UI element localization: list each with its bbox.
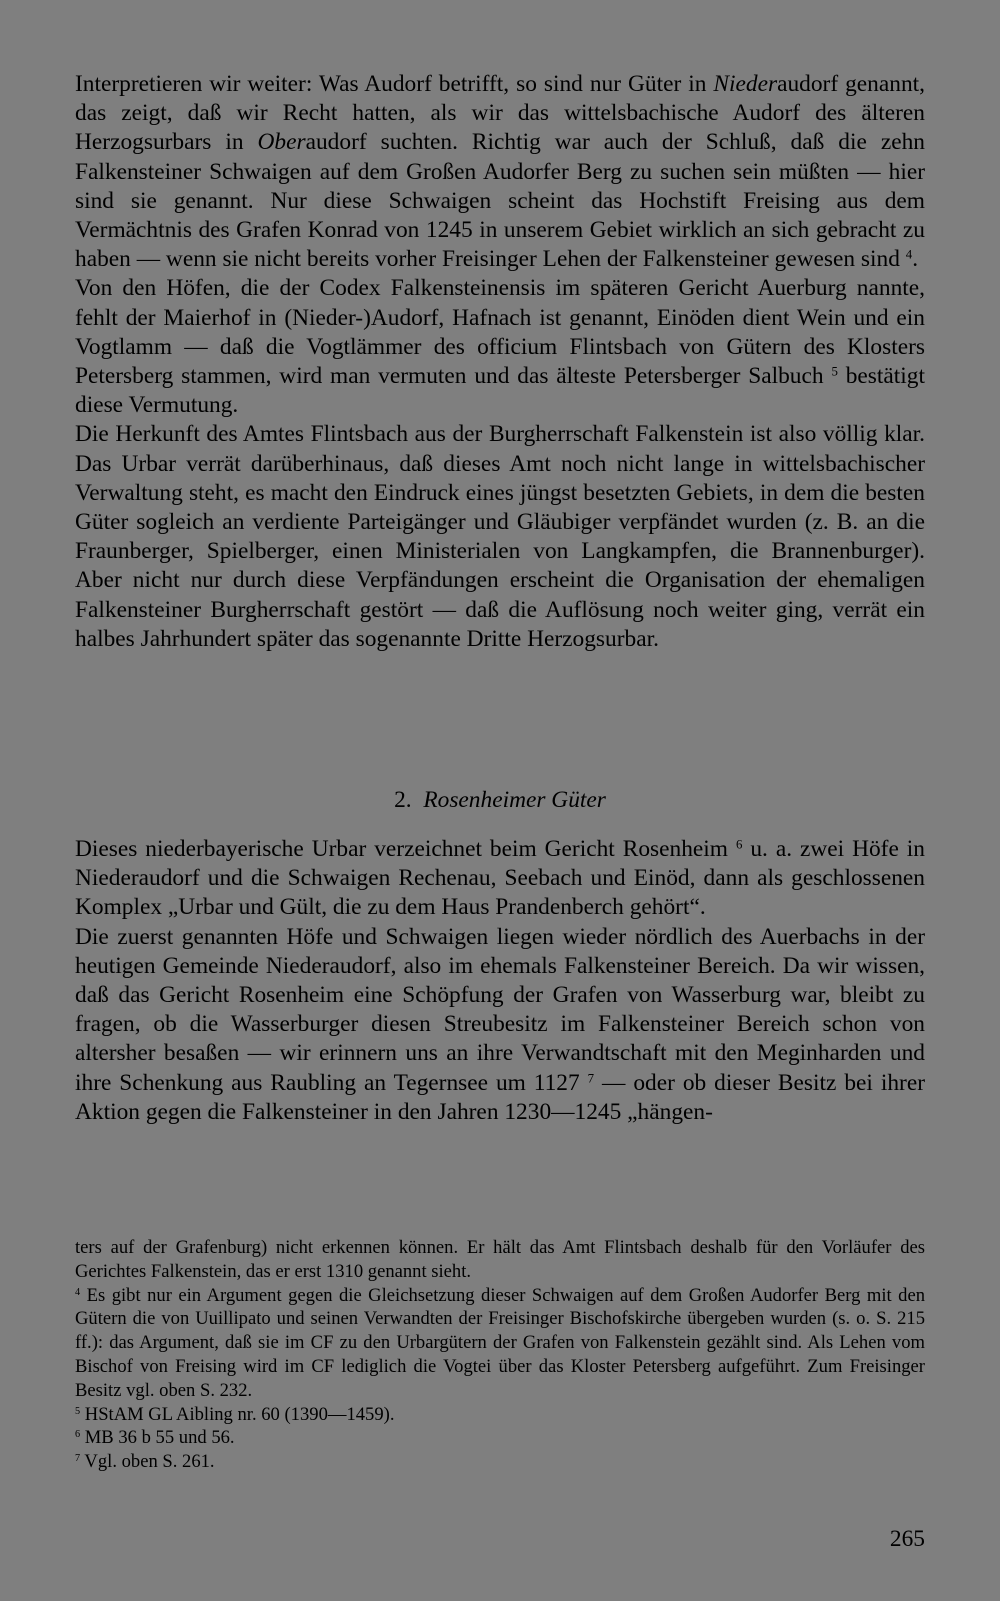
footnote-continuation: ters auf der Grafenburg) nicht erkennen können. Er hält das Amt Flintsbach deshalb für den Vorläufer des Gerichtes Falkenstein, das er erst 1310 genannt sieht. <box>75 1237 925 1282</box>
paragraph <box>75 923 925 1127</box>
footnote-ref: 5 <box>831 364 838 379</box>
page-number: 265 <box>889 1526 925 1552</box>
footnote-marker: 7 <box>75 1453 81 1465</box>
footnote-marker: 6 <box>75 1429 81 1441</box>
text-run: Die zuerst genannten Höfe und Schwaigen liegen wieder nördlich des Auerbachs in der heutigen Gemeinde Niederaudorf, also im ehemals Falkensteiner Bereich. Da wir wissen, daß das Gericht Rosenheim eine Schöpfung der Grafen von Wasserburg war, bleibt zu fragen, ob die Wasserburger diesen Streubesitz im Falkensteiner Bereich schon von altersher besaßen — wir erinnern uns an ihre Verwandtschaft mit den Meginharden und ihre Schenkung aus Raubling an Tegernsee um 1127 <box>75 923 925 1096</box>
footnote-text: MB 36 b 55 und 56. <box>84 1427 235 1449</box>
section-title: Rosenheimer Güter <box>423 787 606 813</box>
footnote-5 <box>75 1403 925 1427</box>
text-run: Dieses niederbayerische Urbar verzeichnet beim Gericht Rosenheim <box>75 836 736 862</box>
paragraph: Die Herkunft des Amtes Flintsbach aus der Burgherrschaft Falkenstein ist also völlig klar. Das Urbar verrät darüberhinaus, daß dieses Amt noch nicht lange in wittelsbachischer Verwaltung steht, es macht den Eindruck eines jüngst besetzten Gebiets, in dem die besten Güter sogleich an verdiente Parteigänger und Gläubiger verpfändet wurden (z. B. an die Fraunberger, Spielberger, einen Ministerialen von Langkampfen, die Brannenburger). Aber nicht nur durch diese Verpfändungen erscheint die Organisation der ehemaligen Falkensteiner Burgherrschaft gestört — daß die Auflösung noch weiter ging, verrät ein halbes Jahrhundert später das sogenannte Dritte Herzogsurbar. <box>75 421 925 652</box>
footnote-ref: 6 <box>735 837 743 852</box>
paragraph <box>75 70 925 274</box>
section-number: 2. <box>394 787 412 813</box>
footnote-marker: 4 <box>75 1286 81 1298</box>
text-run: bestätigt diese Vermutung. <box>75 363 925 419</box>
italic-text: Ober <box>257 129 306 156</box>
text-run: u. a. zwei Höfe in Niederaudorf und die Schwaigen Rechenau, Seebach und Einöd, dann als geschlossenen Komplex „Urbar und Gült, die zu dem Haus Prandenberch gehört“. <box>75 836 925 921</box>
section-heading <box>75 786 925 815</box>
footnote-text: Es gibt nur ein Argument gegen die Gleichsetzung dieser Schwaigen auf dem Großen Audorfer Berg mit den Gütern die von Uuillipato und seinen Verwandten der Freisinger Bischofskirche übergeben wurden (s. o. S. 215 ff.): das Argument, daß sie im CF zu den Urbargütern der Grafen von Falkenstein gezählt sind. Als Lehen vom Bischof von Freising wird im CF lediglich die Vogtei über das Kloster Petersberg aufgeführt. Zum Freisinger Besitz vgl. oben S. 232. <box>75 1284 925 1401</box>
section-2-text <box>75 835 925 1127</box>
footnote-6 <box>75 1426 925 1450</box>
paragraph <box>75 835 925 923</box>
footnote-text: Vgl. oben S. 261. <box>84 1451 215 1473</box>
text-run: Von den Höfen, die der Codex Falkensteinensis im späteren Gericht Auerburg nannte, fehlt der Maierhof in (Nieder-)Audorf, Hafnach ist genannt, Einöden dient Wein und ein Vogtlamm — daß die Vogtlämmer des officium Flintsbach von Gütern des Klosters Petersberg stammen, wird man vermuten und das älteste Petersberger Salbuch <box>75 275 925 390</box>
text-run: audorf suchten. Richtig war auch der Schluß, daß die zehn Falkensteiner Schwaigen auf dem Großen Audorfer Berg zu suchen sein müßten — hier sind sie genannt. Nur diese Schwaigen scheint das Hochstift Freising aus dem Vermächtnis des Grafen Konrad von 1245 in unserem Gebiet wirklich an sich gebracht zu haben — wenn sie nicht bereits vorher Freisinger Lehen der Falkensteiner gewesen sind <box>75 129 925 273</box>
italic-text: Nieder <box>713 71 778 97</box>
text-run: — oder ob dieser Besitz bei ihrer Aktion gegen die Falkensteiner in den Jahren 1230—1245 „hängen- <box>75 1069 925 1125</box>
footnote-ref: 7 <box>587 1070 595 1085</box>
footnote-ref: 4 <box>905 247 913 262</box>
section-1-text <box>75 70 925 654</box>
text-run: Interpretieren wir weiter: Was Audorf betrifft, so sind nur Güter in <box>75 71 714 97</box>
footnotes <box>75 1236 925 1474</box>
footnote-4 <box>75 1284 925 1403</box>
paragraph <box>75 274 925 420</box>
footnote-text: HStAM GL Aibling nr. 60 (1390—1459). <box>84 1403 395 1425</box>
text-run: . <box>912 246 919 273</box>
text-run: audorf genannt, das zeigt, daß wir Recht hatten, als wir das wittelsbachische Audorf des älteren Herzogsurbars in <box>75 71 925 156</box>
footnote-7 <box>75 1450 925 1474</box>
footnote-marker: 5 <box>75 1405 81 1417</box>
